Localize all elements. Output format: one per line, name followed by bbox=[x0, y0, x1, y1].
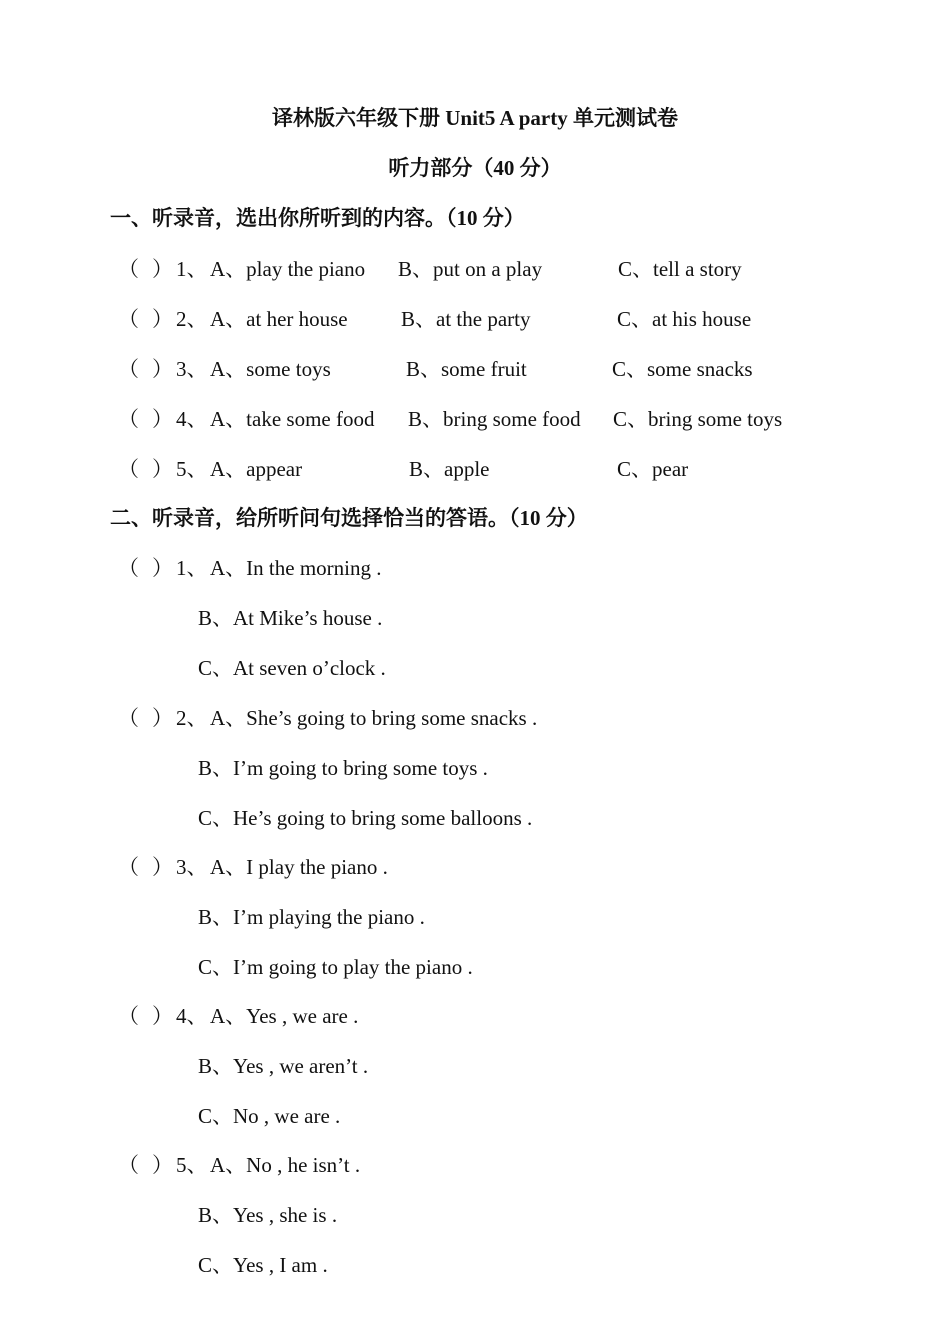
option-a: A、play the piano bbox=[210, 257, 366, 281]
question-number: 2、 bbox=[176, 706, 208, 730]
section-1-heading: 一、听录音，选出你所听到的内容。（10 分） bbox=[110, 206, 525, 230]
s2-q4-option-b: B、Yes , we aren’t . bbox=[198, 1054, 369, 1078]
s2-q1-option-b: B、At Mike’s house . bbox=[198, 606, 383, 630]
option-a: A、She’s going to bring some snacks . bbox=[210, 706, 538, 730]
s2-q4-option-c: C、No , we are . bbox=[198, 1104, 341, 1128]
question-number: 4、 bbox=[176, 407, 208, 431]
question-number: 1、 bbox=[176, 556, 208, 580]
section-2-heading: 二、听录音，给所听问句选择恰当的答语。（10 分） bbox=[110, 506, 588, 530]
question-number: 1、 bbox=[176, 257, 208, 281]
option-a: A、some toys bbox=[210, 357, 331, 381]
exam-page: 译林版六年级下册 Unit5 A party 单元测试卷 听力部分（40 分） 一、听录音，选出你所听到的内容。（10 分） （ ） 1、 A、play the piano B、put on a play C、tell a story （ ） 2、 A、at her house B、at the party C、at his house （ ） 3、 A、some toys B、some fruit C、some snacks （ ） 4、 A、take some food B、bring some food C、bring some toys （ ） 5、 A、appear B、apple C、pear 二、听录音，给所听问句选择恰当的答语。（10 分） （ ） 1、 A、In the morning . B、At Mike’s house . C、At seven o’clock . （ ） 2、 A、She’s going to bring some snacks . B、I’m going to bring some toys . C、He’s going to bring some balloons . （ ） 3、 A、I play the piano . B、I’m playing the piano . C、I’m going to play the piano . （ ） 4、 A、Yes , we are . B、Yes , we aren’t . C、No , we are . （ ） 5、 A、No , he isn’t . B、Yes , she is . C、Yes , I am . bbox=[0, 0, 950, 1344]
option-c: C、bring some toys bbox=[613, 407, 783, 431]
option-c: C、some snacks bbox=[612, 357, 753, 381]
question-number: 3、 bbox=[176, 855, 208, 879]
option-a: A、I play the piano . bbox=[210, 855, 388, 879]
page-title: 译林版六年级下册 Unit5 A party 单元测试卷 bbox=[271, 106, 678, 130]
question-number: 3、 bbox=[176, 357, 208, 381]
page-subtitle: 听力部分（40 分） bbox=[388, 156, 562, 180]
option-a: A、In the morning . bbox=[210, 556, 382, 580]
question-number: 5、 bbox=[176, 457, 208, 481]
s2-q3-option-b: B、I’m playing the piano . bbox=[198, 905, 425, 929]
option-b: B、some fruit bbox=[406, 357, 527, 381]
option-a: A、take some food bbox=[210, 407, 375, 431]
option-b: B、bring some food bbox=[408, 407, 581, 431]
option-b: B、put on a play bbox=[398, 257, 543, 281]
option-c: C、tell a story bbox=[618, 257, 742, 281]
s2-q2-option-c: C、He’s going to bring some balloons . bbox=[198, 806, 533, 830]
question-number: 5、 bbox=[176, 1153, 208, 1177]
option-a: A、appear bbox=[210, 457, 303, 481]
option-a: A、at her house bbox=[210, 307, 348, 331]
s2-q3-option-c: C、I’m going to play the piano . bbox=[198, 955, 473, 979]
option-a: A、Yes , we are . bbox=[210, 1004, 359, 1028]
s2-q2-option-b: B、I’m going to bring some toys . bbox=[198, 756, 488, 780]
s2-q5-option-b: B、Yes , she is . bbox=[198, 1203, 338, 1227]
option-c: C、pear bbox=[617, 457, 689, 481]
option-c: C、at his house bbox=[617, 307, 752, 331]
option-b: B、apple bbox=[409, 457, 490, 481]
s2-q1-option-c: C、At seven o’clock . bbox=[198, 656, 386, 680]
question-number: 2、 bbox=[176, 307, 208, 331]
s2-q5-option-c: C、Yes , I am . bbox=[198, 1253, 328, 1277]
option-a: A、No , he isn’t . bbox=[210, 1153, 361, 1177]
option-b: B、at the party bbox=[401, 307, 531, 331]
question-number: 4、 bbox=[176, 1004, 208, 1028]
